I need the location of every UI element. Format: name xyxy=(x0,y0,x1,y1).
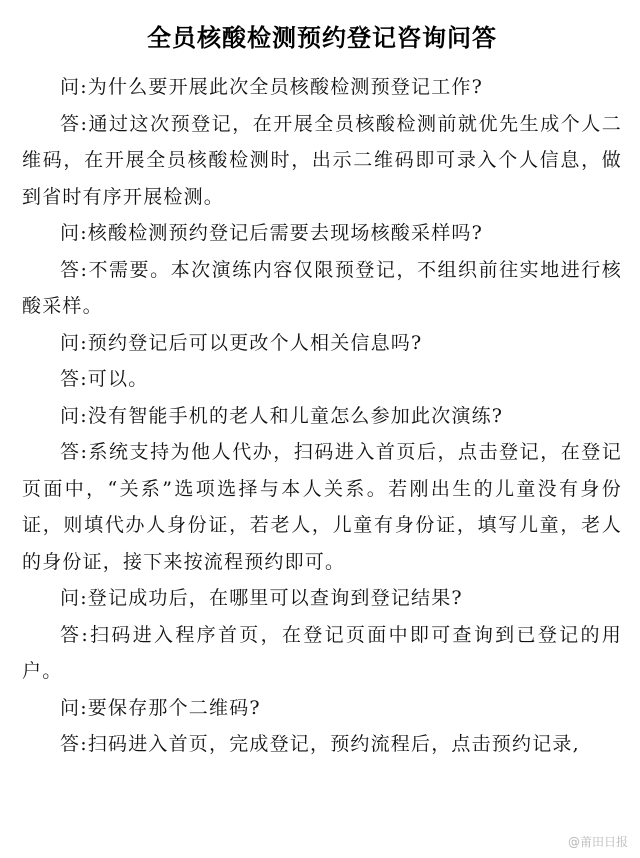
answer-6: 答:扫码进入首页，完成登记，预约流程后，点击预约记录, xyxy=(60,733,580,755)
question-6: 问:要保存那个二维码? xyxy=(60,696,261,719)
qa-body xyxy=(22,69,622,763)
question-4: 问:没有智能手机的老人和儿童怎么参加此次演练? xyxy=(60,404,504,427)
answer-2: 答:不需要。本次演练内容仅限预登记，不组织前往实地进行核酸采样。 xyxy=(22,258,622,317)
question-3: 问:预约登记后可以更改个人相关信息吗? xyxy=(60,331,423,354)
question-2: 问:核酸检测预约登记后需要去现场核酸采样吗? xyxy=(60,222,483,244)
source-watermark: @莆田日报 xyxy=(567,835,628,849)
document-title: 全员核酸检测预约登记咨询问答 xyxy=(147,24,497,52)
question-5: 问:登记成功后，在哪里可以查询到登记结果? xyxy=(60,587,463,609)
answer-4: 答:系统支持为他人代办，扫码进入首页后，点击登记，在登记页面中，“关系”选项选择与本人关系。若刚出生的儿童没有身份证，则填代办人身份证，若老人，儿童有身份证，填写儿童，老人的身份证，接下来按流程预约即可。 xyxy=(22,441,622,573)
answer-1: 答:通过这次预登记，在开展全员核酸检测前就优先生成个人二维码，在开展全员核酸检测时，出示二维码即可录入个人信息，做到省时有序开展检测。 xyxy=(22,112,622,208)
answer-3: 答:可以。 xyxy=(60,368,149,390)
answer-5: 答:扫码进入程序首页，在登记页面中即可查询到已登记的用户。 xyxy=(22,623,622,682)
question-1: 问:为什么要开展此次全员核酸检测预登记工作? xyxy=(60,76,483,98)
